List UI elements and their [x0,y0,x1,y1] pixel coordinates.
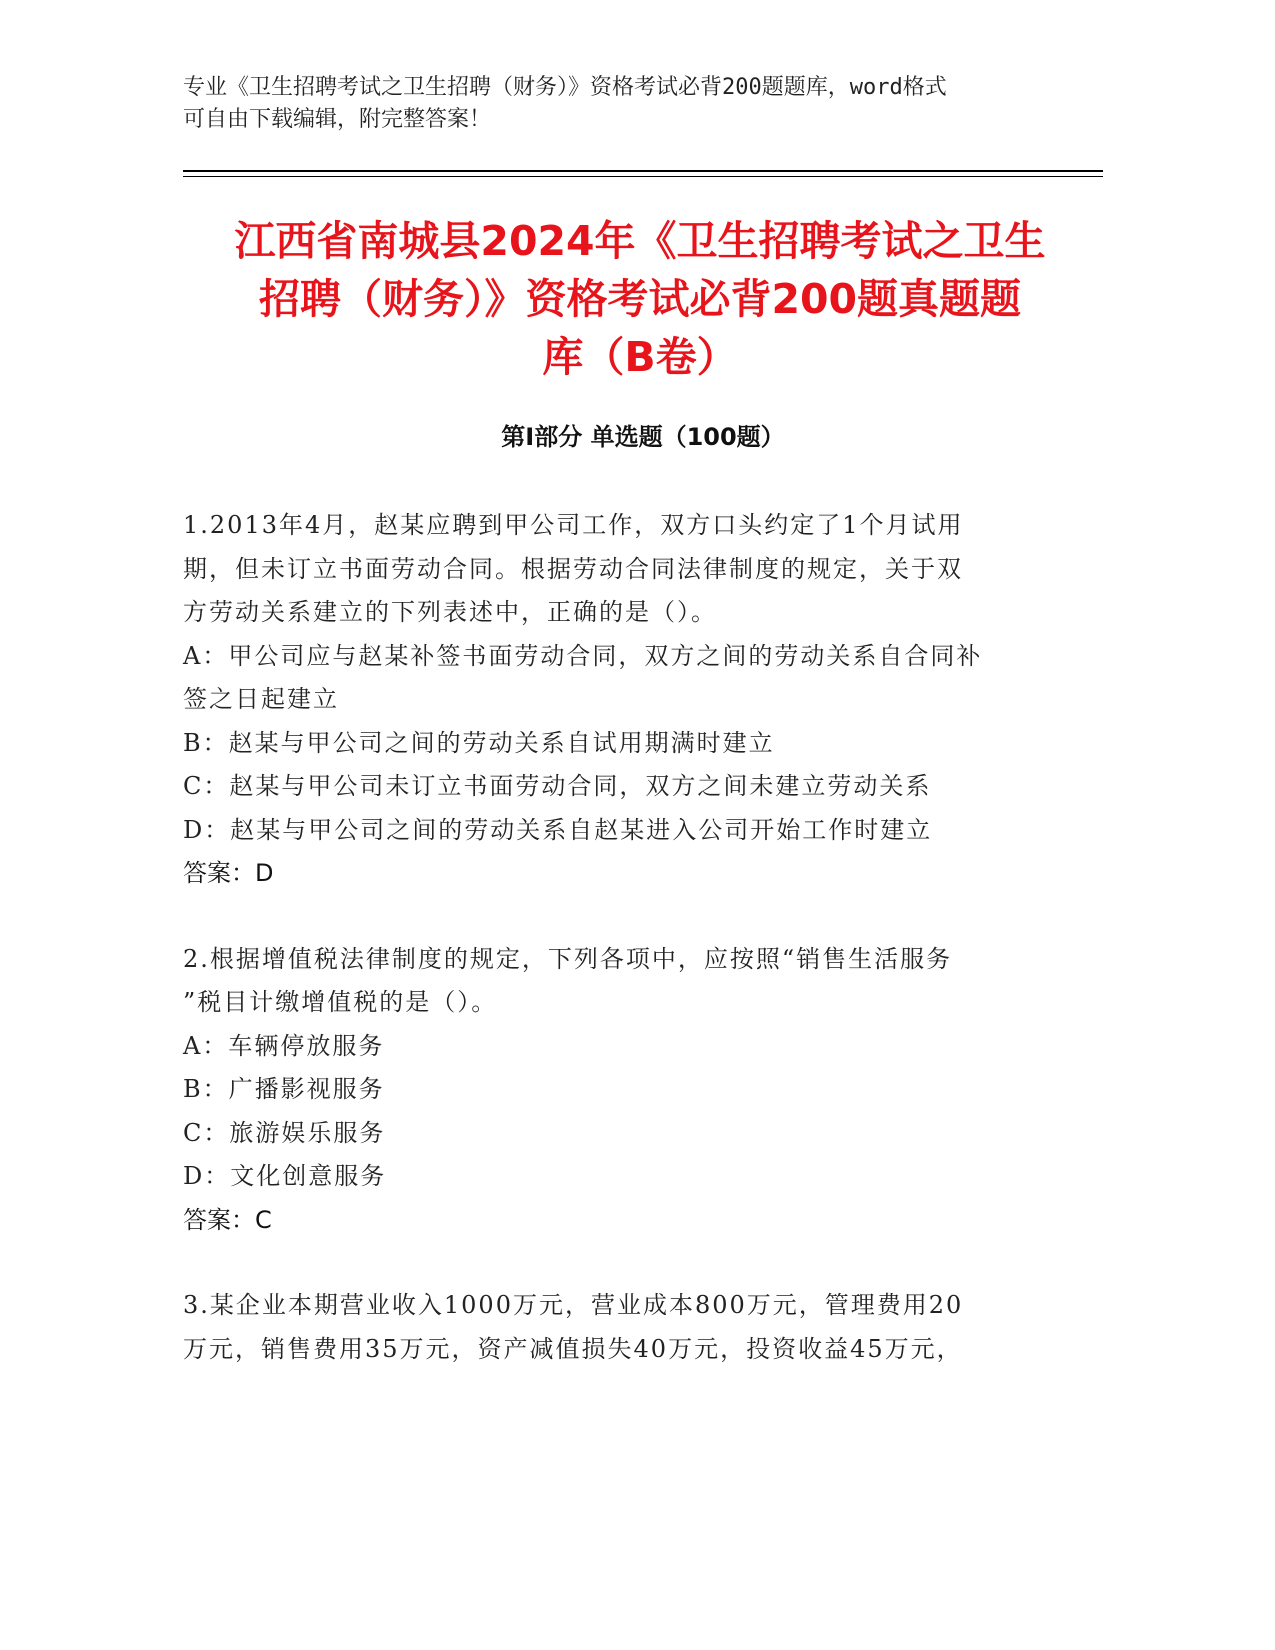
question-1-option-a-cont: 签之日起建立 [183,685,339,713]
question-1-text-line: 期，但未订立书面劳动合同。根据劳动合同法律制度的规定，关于双 [183,554,963,583]
question-2-option-b: B：广播影视服务 [183,1075,385,1103]
question-2-answer: 答案：C [183,1205,272,1234]
document-title-line-3: 库（B卷） [542,333,738,381]
question-2-text-line: ”税目计缴增值税的是（）。 [183,988,498,1016]
question-3-text-line: 万元，销售费用35万元，资产减值损失40万元，投资收益45万元， [183,1334,963,1363]
question-2-option-a: A：车辆停放服务 [183,1031,385,1060]
header-note [183,72,1063,136]
question-1-text-line: 方劳动关系建立的下列表述中，正确的是（）。 [183,598,717,626]
header-divider-thin [183,176,1103,177]
question-1-answer: 答案：D [183,859,274,887]
question-3-text-line: 3.某企业本期营业收入1000万元，营业成本800万元，管理费用20 [183,1291,964,1319]
question-2 [183,938,1043,1243]
question-1-option-c: C：赵某与甲公司未订立书面劳动合同，双方之间未建立劳动关系 [183,772,932,800]
header-note-line-1: 专业《卫生招聘考试之卫生招聘（财务）》资格考试必背200题题库，word格式 [183,75,947,100]
question-1 [183,504,1043,896]
question-1-option-a: A：甲公司应与赵某补签书面劳动合同，双方之间的劳动关系自合同补 [183,641,983,670]
question-3 [183,1284,1043,1371]
document-title-line-2: 招聘（财务）》资格考试必背200题真题题 [258,275,1022,323]
question-1-text-line: 1.2013年4月，赵某应聘到甲公司工作，双方口头约定了1个月试用 [183,511,964,539]
document-title-line-1: 江西省南城县2024年《卫生招聘考试之卫生 [234,217,1046,265]
header-note-line-2: 可自由下载编辑，附完整答案！ [183,107,492,132]
question-1-option-b: B：赵某与甲公司之间的劳动关系自试用期满时建立 [183,728,775,757]
section-title: 第Ⅰ部分 单选题（100题） [501,423,785,451]
header-divider-thick [183,170,1103,172]
question-2-option-c: C：旅游娱乐服务 [183,1118,386,1147]
question-2-option-d: D：文化创意服务 [183,1162,387,1190]
question-2-text-line: 2.根据增值税法律制度的规定，下列各项中，应按照“销售生活服务 [183,944,953,973]
question-list [183,504,1043,1413]
document-title [160,212,1120,386]
question-1-option-d: D：赵某与甲公司之间的劳动关系自赵某进入公司开始工作时建立 [183,815,933,844]
